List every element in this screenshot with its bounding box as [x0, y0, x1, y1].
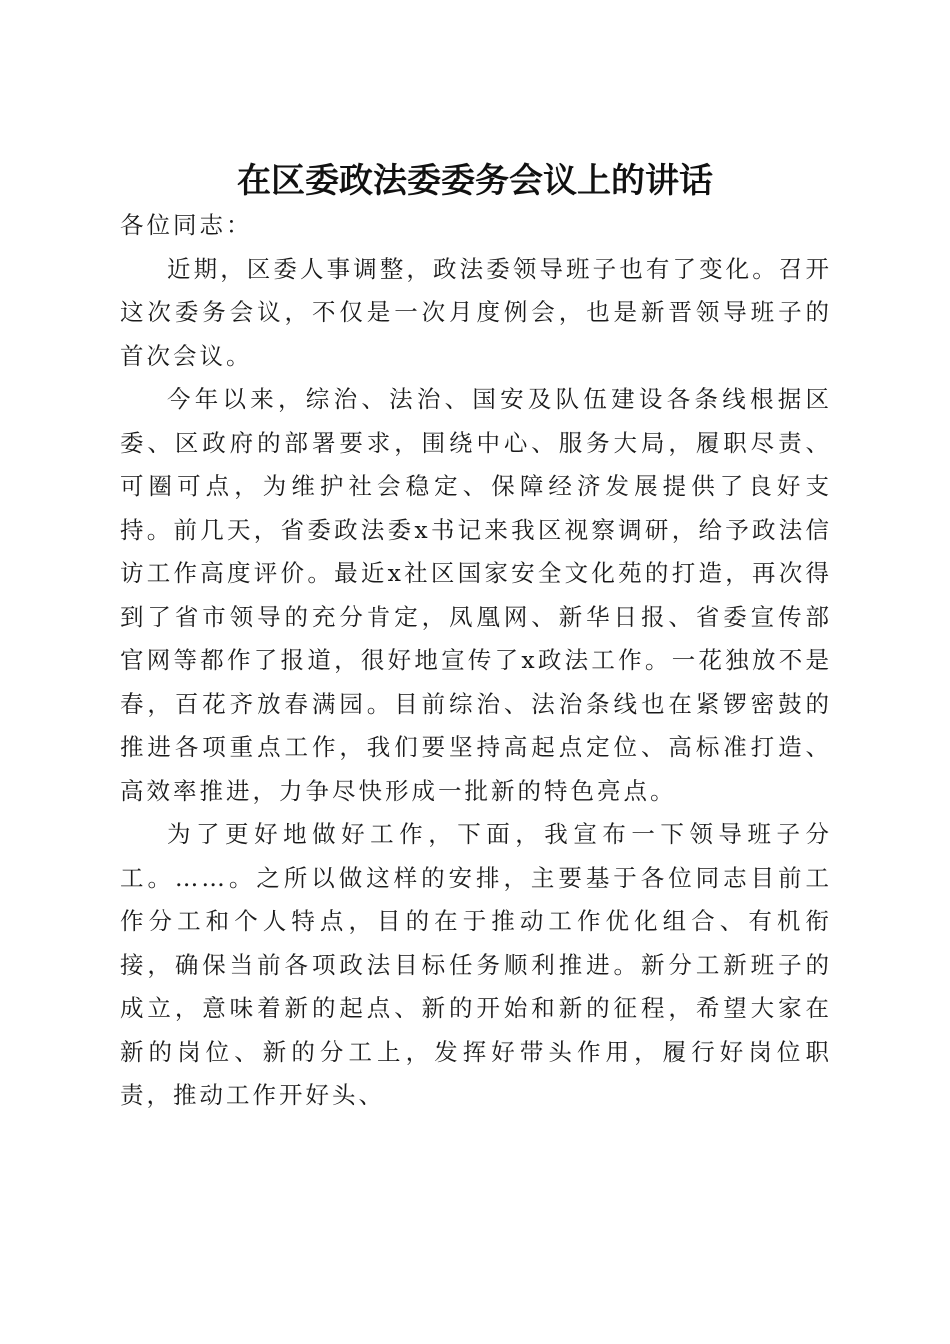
paragraph-1: 近期，区委人事调整，政法委领导班子也有了变化。召开这次委务会议，不仅是一次月度例会，也是新晋领导班子的首次会议。 — [120, 254, 832, 370]
salutation: 各位同志： — [120, 211, 253, 239]
document-title: 在区委政法委委务会议上的讲话 — [237, 160, 713, 201]
paragraph-3: 为了更好地做好工作，下面，我宣布一下领导班子分工。……。之所以做这样的安排，主要基于各位同志目前工作分工和个人特点，目的在于推动工作优化组合、有机衔接，确保当前各项政法目标任务顺利推进。新分工新班子的成立，意味着新的起点、新的开始和新的征程，希望大家在新的岗位、新的分工上，发挥好带头作用，履行好岗位职责，推动工作开好头、 — [120, 820, 832, 1109]
document-body — [120, 204, 832, 1118]
paragraph-2: 今年以来，综治、法治、国安及队伍建设各条线根据区委、区政府的部署要求，围绕中心、服务大局，履职尽责、可圈可点，为维护社会稳定、保障经济发展提供了良好支持。前几天，省委政法委x书记来我区视察调研，给予政法信访工作高度评价。最近x社区国家安全文化苑的打造，再次得到了省市领导的充分肯定，凤凰网、新华日报、省委宣传部官网等都作了报道，很好地宣传了x政法工作。一花独放不是春，百花齐放春满园。目前综治、法治条线也在紧锣密鼓的推进各项重点工作，我们要坚持高起点定位、高标准打造、高效率推进，力争尽快形成一批新的特色亮点。 — [120, 385, 832, 805]
